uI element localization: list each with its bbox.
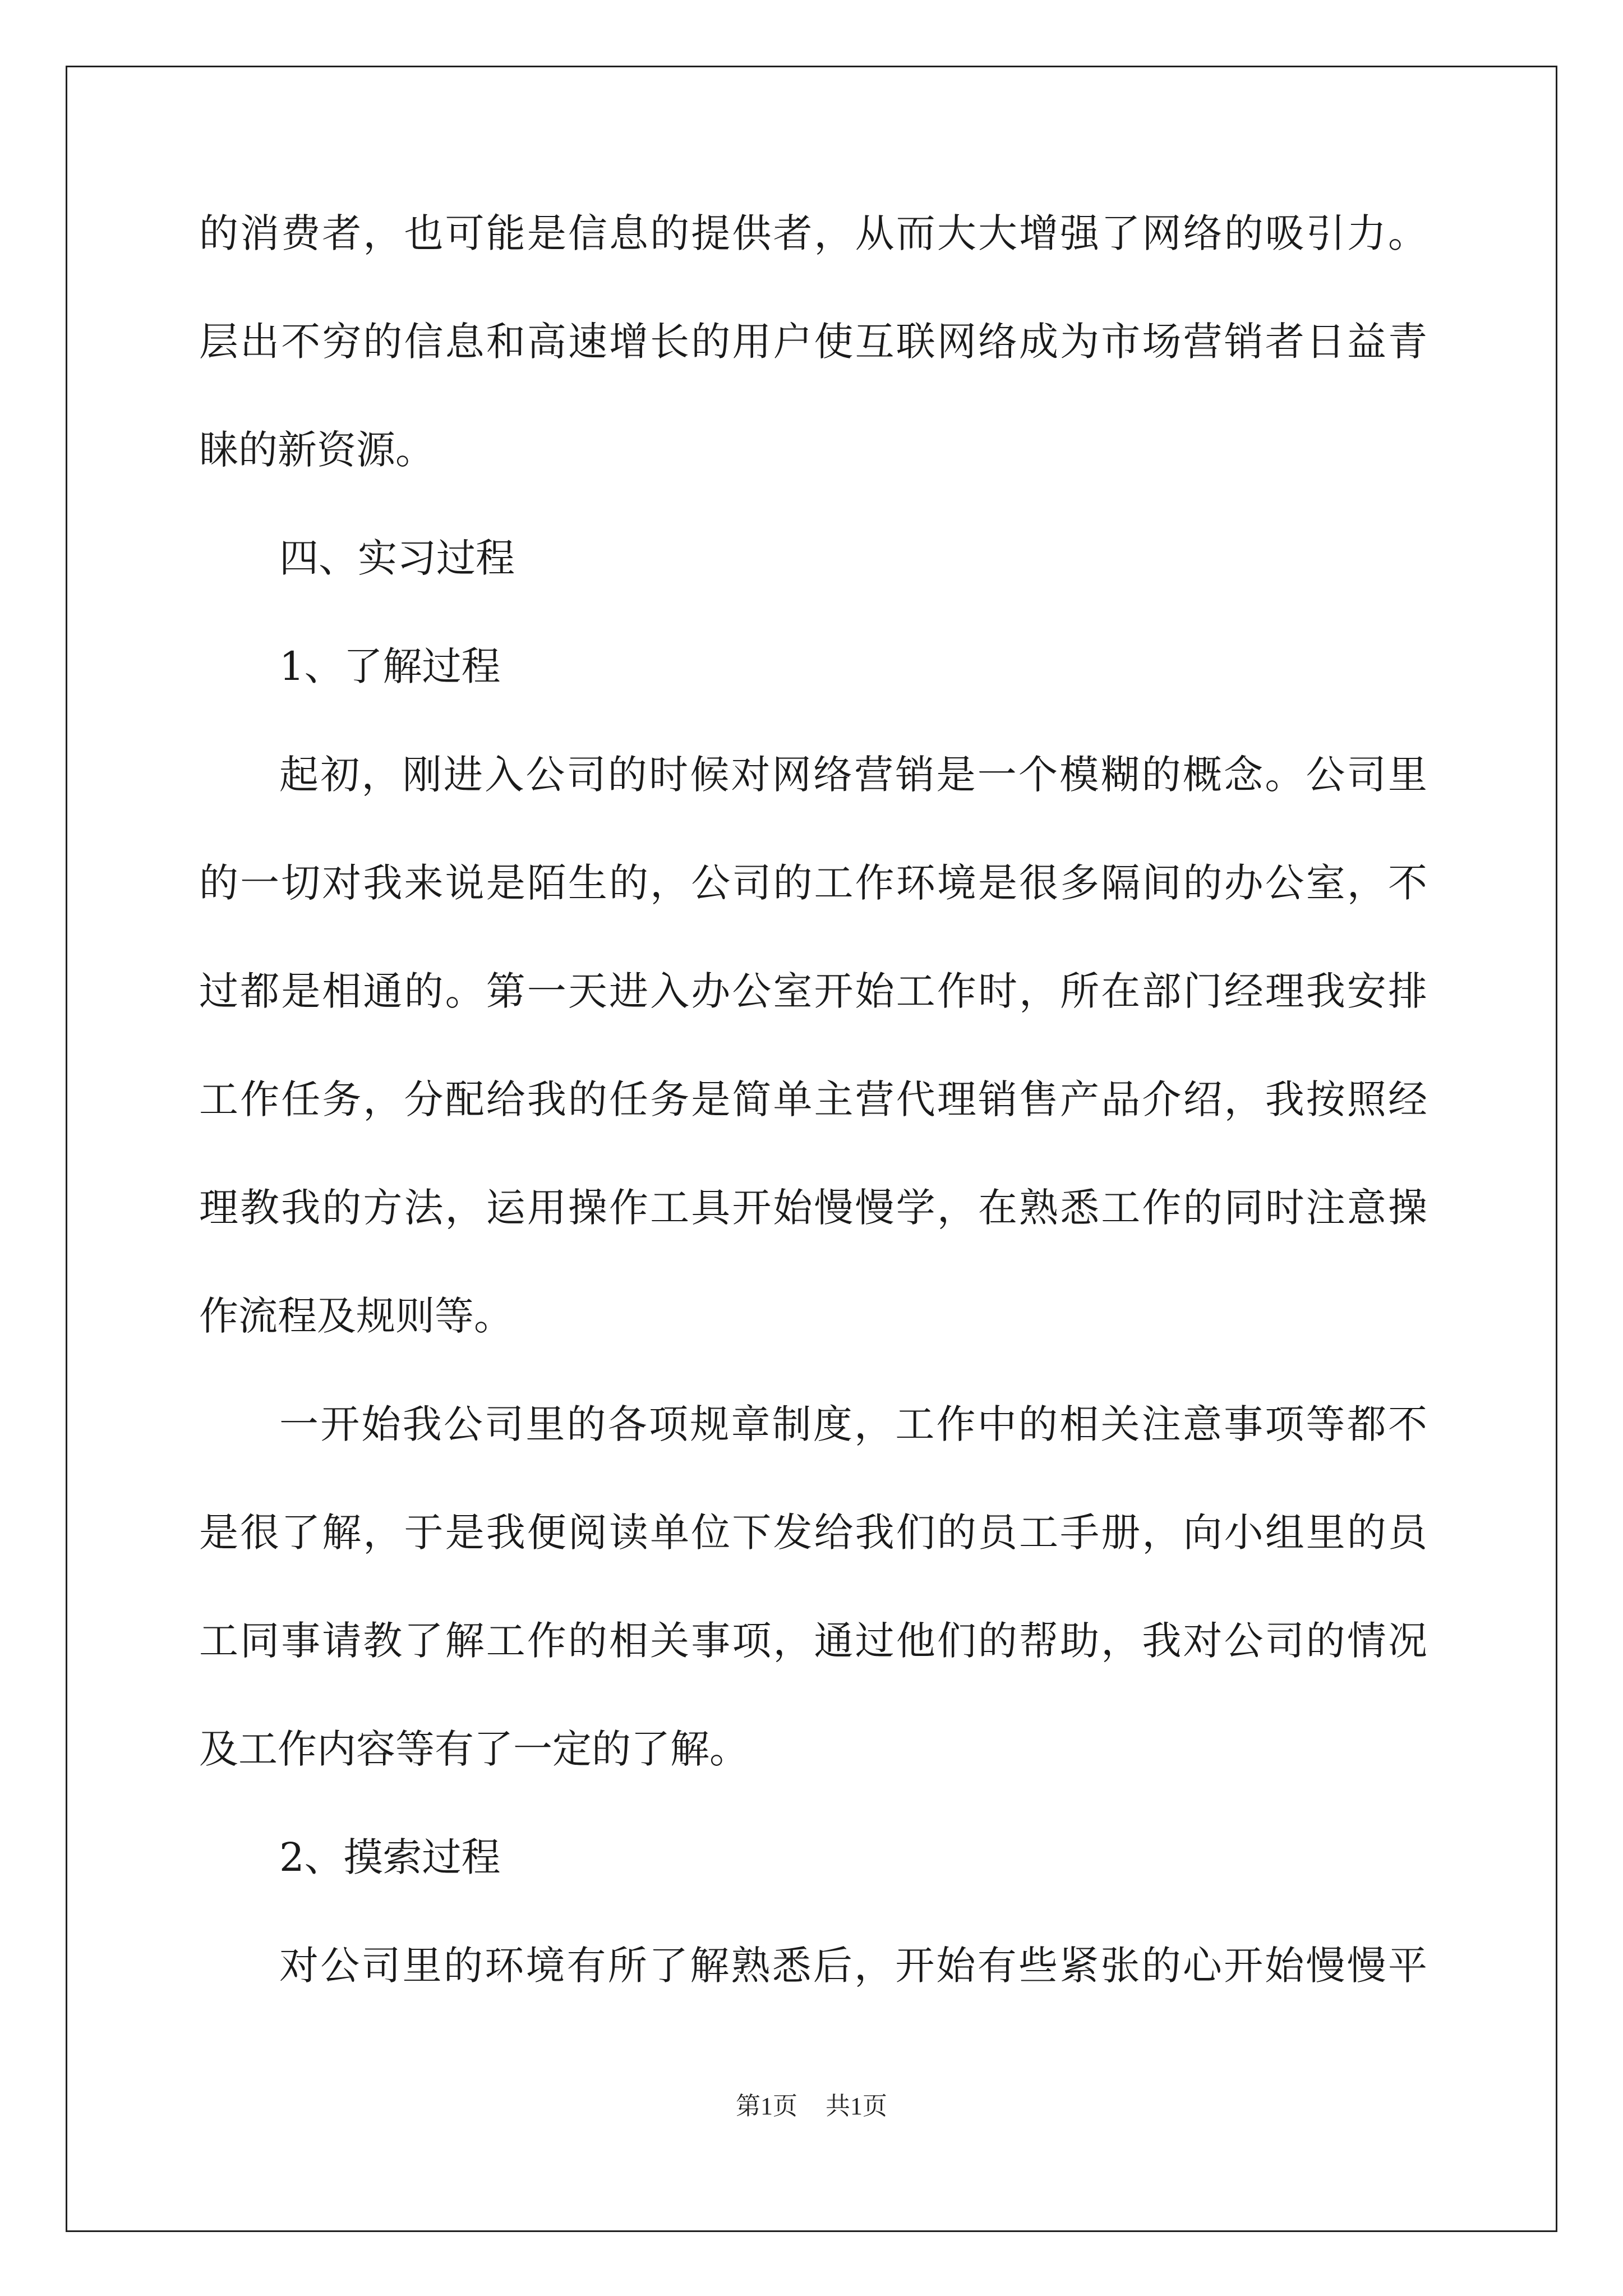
text-line-8: 过都是相通的。第一天进入办公室开始工作时，所在部门经理我安排 bbox=[199, 968, 1427, 1014]
subsection-heading-1: 1、了解过程 bbox=[279, 643, 501, 689]
text-line-6: 起初，刚进入公司的时候对网络营销是一个模糊的概念。公司里 bbox=[279, 752, 1427, 798]
section-heading: 四、实习过程 bbox=[279, 535, 515, 581]
document-body bbox=[199, 206, 1427, 2046]
subsection-heading-2: 2、摸索过程 bbox=[279, 1834, 501, 1880]
text-line-1: 的消费者，也可能是信息的提供者，从而大大增强了网络的吸引力。 bbox=[199, 210, 1427, 256]
text-line-12: 一开始我公司里的各项规章制度，工作中的相关注意事项等都不 bbox=[279, 1401, 1427, 1447]
text-line-15: 及工作内容等有了一定的了解。 bbox=[199, 1726, 749, 1772]
text-line-14: 工同事请教了解工作的相关事项，通过他们的帮助，我对公司的情况 bbox=[199, 1618, 1427, 1664]
text-line-2: 层出不穷的信息和高速增长的用户使互联网络成为市场营销者日益青 bbox=[199, 319, 1427, 365]
text-line-9: 工作任务，分配给我的任务是简单主营代理销售产品介绍，我按照经 bbox=[199, 1076, 1427, 1122]
page-number-current: 第1页 bbox=[736, 2092, 797, 2120]
text-line-11: 作流程及规则等。 bbox=[199, 1293, 513, 1339]
page-number-total: 共1页 bbox=[826, 2092, 887, 2120]
text-line-13: 是很了解，于是我便阅读单位下发给我们的员工手册，向小组里的员 bbox=[199, 1510, 1427, 1556]
text-line-7: 的一切对我来说是陌生的，公司的工作环境是很多隔间的办公室，不 bbox=[199, 860, 1427, 906]
text-line-3: 睐的新资源。 bbox=[199, 427, 435, 473]
page-footer bbox=[0, 2090, 1623, 2123]
text-line-10: 理教我的方法，运用操作工具开始慢慢学，在熟悉工作的同时注意操 bbox=[199, 1185, 1427, 1231]
text-line-17: 对公司里的环境有所了解熟悉后，开始有些紧张的心开始慢慢平 bbox=[279, 1943, 1427, 1989]
